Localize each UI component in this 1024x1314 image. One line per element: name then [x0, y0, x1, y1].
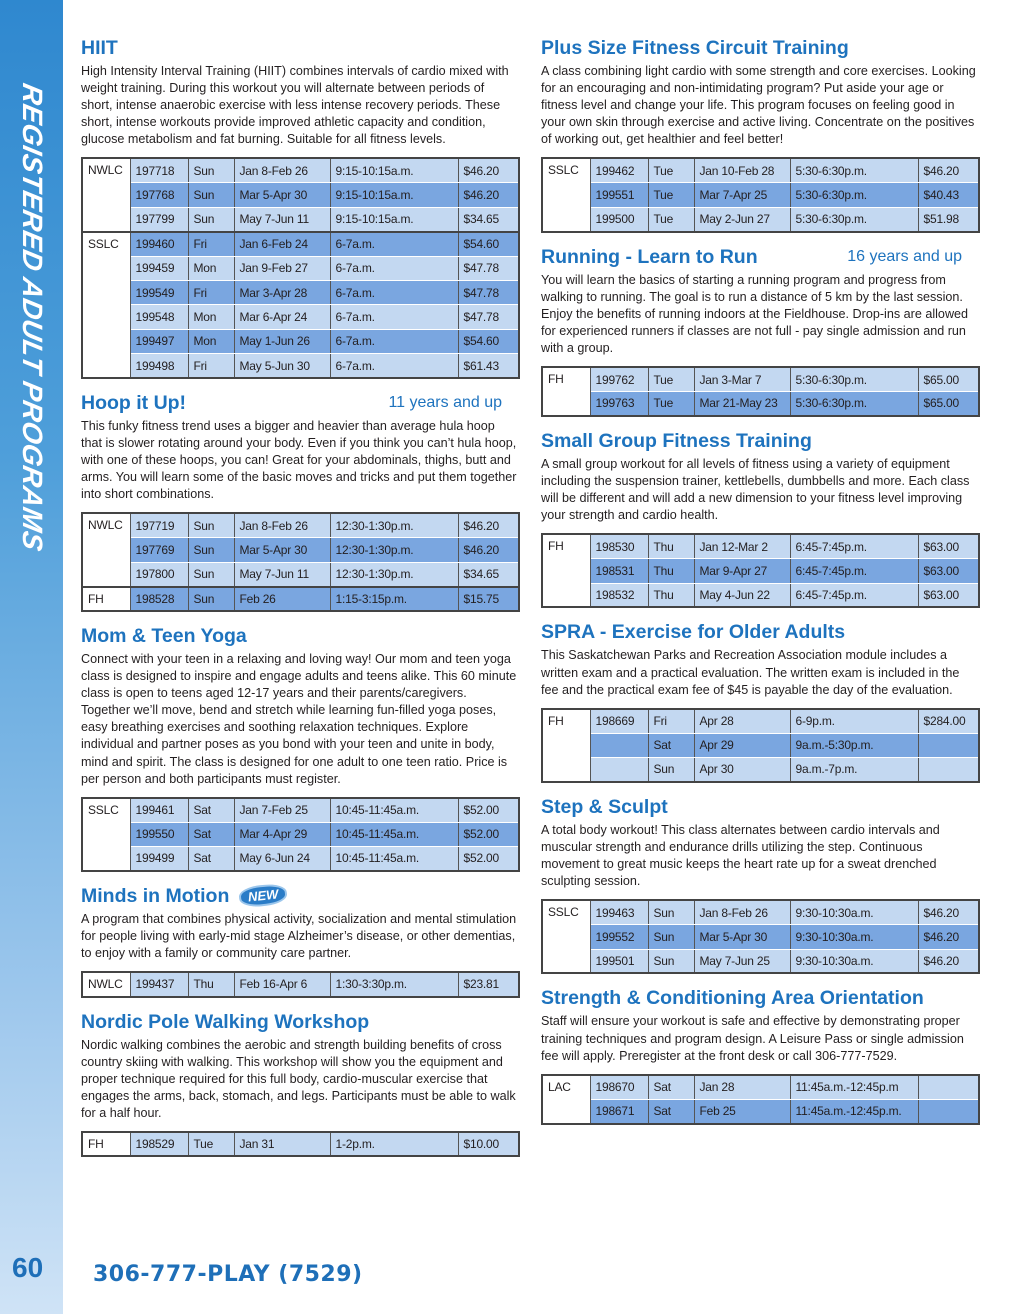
price-cell: $46.20 [458, 538, 519, 562]
section-description: Nordic walking combines the aerobic and strength building benefits of cross country skiing with walking. This workshop will show you the equipment and proper technique required for this full body, cardio-muscular exercise that engages the arms, back, stomach, and legs. Participants must be able to walk for a half hour. [81, 1037, 516, 1120]
day-cell: Tue [648, 183, 694, 207]
section-title-group [541, 429, 812, 453]
table-row [82, 1132, 519, 1156]
day-cell: Thu [648, 559, 694, 583]
section-header [541, 429, 978, 453]
course-code-cell: 198532 [590, 583, 648, 607]
table-row [542, 925, 979, 949]
time-cell: 9:15-10:15a.m. [330, 207, 458, 231]
day-cell: Sun [648, 758, 694, 782]
course-code-cell: 197719 [130, 513, 188, 537]
day-cell: Sun [648, 925, 694, 949]
time-cell: 1-2p.m. [330, 1132, 458, 1156]
time-cell: 6:45-7:45p.m. [790, 534, 918, 558]
time-cell: 6:45-7:45p.m. [790, 559, 918, 583]
section-title: Hoop it Up! [81, 391, 187, 414]
dates-cell: Jan 31 [234, 1132, 330, 1156]
table-row [82, 158, 519, 182]
day-cell: Sun [188, 207, 234, 231]
course-code-cell: 199550 [130, 822, 188, 846]
section-title-group [541, 795, 668, 819]
table-row [82, 232, 519, 256]
day-cell: Sat [188, 847, 234, 871]
price-cell: $63.00 [918, 534, 979, 558]
time-cell: 9:15-10:15a.m. [330, 183, 458, 207]
footer-phone: 306-777-PLAY (7529) [93, 1262, 363, 1287]
price-cell: $46.20 [458, 183, 519, 207]
dates-cell: Feb 26 [234, 587, 330, 611]
section-title-group [81, 1010, 369, 1034]
day-cell: Fri [188, 280, 234, 304]
section-title-group [81, 624, 247, 648]
sidebar-title-wrap [10, 80, 54, 555]
location-cell: FH [542, 367, 590, 416]
section-plus-size-fitness-circuit-training [541, 36, 978, 233]
section-header [541, 986, 978, 1010]
section-title: HIIT [81, 37, 118, 59]
schedule-table [81, 797, 520, 872]
section-header [81, 884, 518, 908]
day-cell: Tue [648, 367, 694, 391]
time-cell: 6-7a.m. [330, 280, 458, 304]
section-description: Connect with your teen in a relaxing and loving way! Our mom and teen yoga class is designed to inspire and engage adults and teens alike. This 60 minute class is open to teens aged 12-17 years and their parents/caregivers. Together we’ll move, bend and stretch while learning fun-filled yoga poses, easy breathing exercises and soothing relaxation techniques. Explore individual and partner poses as you bond with your teen and unite in body, mind and spirit. The class is designed for one adult to one teen ratio. Price is per person and both participants must register. [81, 652, 517, 786]
table-row [82, 822, 519, 846]
course-code-cell: 198528 [130, 587, 188, 611]
price-cell [918, 733, 979, 757]
location-cell: SSLC [82, 798, 130, 871]
time-cell: 6-7a.m. [330, 232, 458, 256]
table-row [82, 354, 519, 378]
time-cell: 11:45a.m.-12:45p.m. [790, 1099, 918, 1123]
time-cell: 5:30-6:30p.m. [790, 392, 918, 416]
dates-cell: Jan 8-Feb 26 [694, 900, 790, 924]
time-cell: 1:30-3:30p.m. [330, 972, 458, 996]
day-cell: Tue [188, 1132, 234, 1156]
dates-cell: Jan 8-Feb 26 [234, 158, 330, 182]
day-cell: Sat [188, 798, 234, 822]
dates-cell: Jan 6-Feb 24 [234, 232, 330, 256]
time-cell: 6-7a.m. [330, 305, 458, 329]
section-header [541, 36, 978, 60]
course-code-cell: 199552 [590, 925, 648, 949]
location-cell: NWLC [82, 972, 130, 996]
course-code-cell: 197768 [130, 183, 188, 207]
day-cell: Tue [648, 392, 694, 416]
course-code-cell: 199461 [130, 798, 188, 822]
course-code-cell: 198671 [590, 1099, 648, 1123]
section-minds-in-motion [81, 884, 518, 998]
price-cell: $61.43 [458, 354, 519, 378]
day-cell: Thu [648, 583, 694, 607]
sidebar-title: REGISTERED ADULT PROGRAMS [17, 80, 48, 555]
table-row [542, 158, 979, 182]
price-cell: $47.78 [458, 256, 519, 280]
dates-cell: Mar 5-Apr 30 [234, 538, 330, 562]
day-cell: Sat [648, 733, 694, 757]
dates-cell: Jan 10-Feb 28 [694, 158, 790, 182]
table-row [542, 758, 979, 782]
section-title: Plus Size Fitness Circuit Training [541, 37, 849, 59]
table-row [542, 900, 979, 924]
sidebar [0, 0, 63, 1314]
dates-cell: Mar 7-Apr 25 [694, 183, 790, 207]
price-cell: $46.20 [458, 513, 519, 537]
time-cell: 5:30-6:30p.m. [790, 367, 918, 391]
location-cell: FH [542, 709, 590, 782]
dates-cell: May 7-Jun 11 [234, 207, 330, 231]
section-spra-exercise-for-older-adults [541, 620, 978, 782]
price-cell: $52.00 [458, 822, 519, 846]
section-description: A program that combines physical activity, socialization and mental stimulation for people living with early-mid stage Alzheimer’s disease, or other dementias, to enjoy with a family or community care partner. [81, 911, 517, 961]
section-title-group [541, 245, 758, 269]
dates-cell: Feb 25 [694, 1099, 790, 1123]
time-cell: 9a.m.-7p.m. [790, 758, 918, 782]
course-code-cell: 197800 [130, 562, 188, 586]
section-small-group-fitness-training [541, 429, 978, 609]
dates-cell: Mar 9-Apr 27 [694, 559, 790, 583]
course-code-cell: 199548 [130, 305, 188, 329]
course-code-cell: 199763 [590, 392, 648, 416]
price-cell: $65.00 [918, 392, 979, 416]
dates-cell: May 7-Jun 11 [234, 562, 330, 586]
dates-cell: Apr 30 [694, 758, 790, 782]
course-code-cell [590, 758, 648, 782]
time-cell: 6-7a.m. [330, 256, 458, 280]
location-cell: SSLC [82, 232, 130, 378]
course-code-cell: 199501 [590, 949, 648, 973]
dates-cell: Mar 3-Apr 28 [234, 280, 330, 304]
dates-cell: Jan 12-Mar 2 [694, 534, 790, 558]
section-description: This funky fitness trend uses a bigger and heavier than average hula hoop that is slower rotating around your body. Even if you think you can’t hula hoop, with one of these hoops, you can! Great for your abdominals, thighs, butt and arms. You will learn some of the basic moves and tricks and put them together into short combinations. [81, 418, 517, 502]
day-cell: Sat [648, 1099, 694, 1123]
dates-cell: May 7-Jun 25 [694, 949, 790, 973]
day-cell: Sun [188, 158, 234, 182]
day-cell: Fri [188, 354, 234, 378]
time-cell: 12:30-1:30p.m. [330, 562, 458, 586]
course-code-cell: 199500 [590, 207, 648, 231]
table-row [542, 534, 979, 558]
dates-cell: May 5-Jun 30 [234, 354, 330, 378]
dates-cell: May 2-Jun 27 [694, 207, 790, 231]
section-title-group [81, 884, 288, 908]
course-code-cell: 199497 [130, 329, 188, 353]
section-title-group [541, 620, 845, 644]
course-code-cell: 199462 [590, 158, 648, 182]
course-code-cell: 199498 [130, 354, 188, 378]
dates-cell: May 4-Jun 22 [694, 583, 790, 607]
location-cell: FH [82, 1132, 130, 1156]
schedule-table [81, 1131, 520, 1157]
day-cell: Tue [648, 207, 694, 231]
time-cell: 9:30-10:30a.m. [790, 949, 918, 973]
price-cell: $63.00 [918, 559, 979, 583]
day-cell: Sun [188, 587, 234, 611]
section-mom-teen-yoga [81, 624, 518, 872]
section-description: Staff will ensure your workout is safe and effective by demonstrating proper training techniques and program design. A Leisure Pass or single admission fee will apply. Preregister at the front desk or call 306-777-7529. [541, 1014, 964, 1063]
course-code-cell: 199437 [130, 972, 188, 996]
schedule-table [541, 533, 980, 608]
location-cell: LAC [542, 1075, 590, 1124]
table-row [82, 183, 519, 207]
time-cell: 9:15-10:15a.m. [330, 158, 458, 182]
price-cell: $10.00 [458, 1132, 519, 1156]
day-cell: Fri [188, 232, 234, 256]
dates-cell: May 1-Jun 26 [234, 329, 330, 353]
price-cell: $46.20 [918, 900, 979, 924]
price-cell: $46.20 [458, 158, 519, 182]
table-row [542, 1075, 979, 1099]
table-row [542, 183, 979, 207]
dates-cell: Jan 8-Feb 26 [234, 513, 330, 537]
course-code-cell: 198531 [590, 559, 648, 583]
section-description: This Saskatchewan Parks and Recreation Association module includes a written exam and a practical evaluation. The written exam is included in the fee and the practical exam fee of $45 is payable the day of the evaluation. [541, 648, 960, 697]
course-code-cell: 199762 [590, 367, 648, 391]
time-cell: 6-7a.m. [330, 329, 458, 353]
table-row [82, 587, 519, 611]
price-cell: $52.00 [458, 847, 519, 871]
time-cell: 12:30-1:30p.m. [330, 513, 458, 537]
course-code-cell: 198670 [590, 1075, 648, 1099]
right-column [541, 36, 978, 1137]
price-cell [918, 1075, 979, 1099]
section-title-group [541, 986, 924, 1010]
day-cell: Mon [188, 329, 234, 353]
table-row [82, 972, 519, 996]
dates-cell: Apr 28 [694, 709, 790, 733]
price-cell: $46.20 [918, 158, 979, 182]
section-header [541, 620, 978, 644]
day-cell: Sun [188, 513, 234, 537]
course-code-cell [590, 733, 648, 757]
schedule-table [541, 899, 980, 974]
section-title: Minds in Motion [81, 884, 230, 907]
section-title-group [541, 36, 849, 60]
section-title: Strength & Conditioning Area Orientation [541, 987, 924, 1010]
day-cell: Mon [188, 305, 234, 329]
section-step-sculpt [541, 795, 978, 975]
section-description: High Intensity Interval Training (HIIT) combines intervals of cardio mixed with weight training. During this workout you will alternate between periods of short, intense anaerobic exercise with less intense recovery periods. These short, intense workouts provide improved athletic capacity and condition, glucose metabolism and fat burning. Suitable for all fitness levels. [81, 64, 509, 147]
schedule-table [541, 1074, 980, 1125]
table-row [82, 305, 519, 329]
day-cell: Thu [648, 534, 694, 558]
table-row [82, 329, 519, 353]
table-row [542, 949, 979, 973]
table-row [542, 367, 979, 391]
time-cell: 9:30-10:30a.m. [790, 925, 918, 949]
price-cell: $15.75 [458, 587, 519, 611]
course-code-cell: 198529 [130, 1132, 188, 1156]
section-description: A class combining light cardio with some strength and core exercises. Looking for an encouraging and non-intimidating program? Put aside your age or fitness level and change your life. This program focuses on feeling good in your own skin through exercise and active living. Concentrate on the positives of working out, get healthier and feel better! [541, 64, 976, 147]
section-description: You will learn the basics of starting a running program and progress from walking to running. The goal is to run a distance of 5 km by the last session. Enjoy the benefits of running indoors at the Fieldhouse. Drop-ins are allowed for experienced runners if classes are not full - pay single admission and run with a group. [541, 272, 969, 356]
table-row [542, 559, 979, 583]
time-cell: 9a.m.-5:30p.m. [790, 733, 918, 757]
day-cell: Sat [648, 1075, 694, 1099]
time-cell: 5:30-6:30p.m. [790, 207, 918, 231]
price-cell: $46.20 [918, 949, 979, 973]
section-title: Mom & Teen Yoga [81, 625, 247, 648]
price-cell [918, 758, 979, 782]
time-cell: 1:15-3:15p.m. [330, 587, 458, 611]
time-cell: 5:30-6:30p.m. [790, 158, 918, 182]
section-title: SPRA - Exercise for Older Adults [541, 621, 846, 644]
table-row [82, 280, 519, 304]
section-nordic-pole-walking-workshop [81, 1010, 518, 1158]
dates-cell: Jan 28 [694, 1075, 790, 1099]
dates-cell: Jan 3-Mar 7 [694, 367, 790, 391]
schedule-table [81, 157, 520, 379]
section-header [81, 391, 518, 415]
page-number: 60 [12, 1252, 44, 1283]
location-cell: NWLC [82, 513, 130, 586]
section-header [541, 795, 978, 819]
table-row [82, 513, 519, 537]
section-hoop-it-up [81, 391, 518, 612]
price-cell: $47.78 [458, 305, 519, 329]
schedule-table [81, 512, 520, 612]
price-cell: $54.60 [458, 232, 519, 256]
location-cell: NWLC [82, 158, 130, 231]
section-title: Running - Learn to Run [541, 245, 758, 268]
schedule-table [541, 157, 980, 232]
section-running-learn-to-run [541, 245, 978, 417]
section-title: Nordic Pole Walking Workshop [81, 1010, 370, 1033]
section-title: Step & Sculpt [541, 795, 668, 818]
price-cell: $65.00 [918, 367, 979, 391]
price-cell: $46.20 [918, 925, 979, 949]
section-header [81, 1010, 518, 1034]
day-cell: Sun [648, 900, 694, 924]
price-cell: $47.78 [458, 280, 519, 304]
dates-cell: Jan 9-Feb 27 [234, 256, 330, 280]
price-cell: $34.65 [458, 207, 519, 231]
section-title-group [81, 36, 118, 60]
price-cell: $34.65 [458, 562, 519, 586]
dates-cell: Mar 6-Apr 24 [234, 305, 330, 329]
time-cell: 10:45-11:45a.m. [330, 822, 458, 846]
section-strength-conditioning-area-orientation [541, 986, 978, 1124]
section-description: A total body workout! This class alternates between cardio intervals and muscular strength and endurance drills utilizing the step. Continuous movement to great music keeps the heart rate up for a sweat drenched sculpting session. [541, 822, 940, 889]
time-cell: 12:30-1:30p.m. [330, 538, 458, 562]
course-code-cell: 199551 [590, 183, 648, 207]
table-row [82, 562, 519, 586]
location-cell: FH [542, 534, 590, 607]
dates-cell: May 6-Jun 24 [234, 847, 330, 871]
time-cell: 9:30-10:30a.m. [790, 900, 918, 924]
table-row [542, 733, 979, 757]
dates-cell: Jan 7-Feb 25 [234, 798, 330, 822]
course-code-cell: 199549 [130, 280, 188, 304]
course-code-cell: 199460 [130, 232, 188, 256]
section-hiit [81, 36, 518, 379]
age-requirement: 16 years and up [847, 247, 962, 265]
table-row [542, 583, 979, 607]
course-code-cell: 199499 [130, 847, 188, 871]
schedule-table [81, 971, 520, 997]
price-cell: $23.81 [458, 972, 519, 996]
course-code-cell: 197769 [130, 538, 188, 562]
location-cell: SSLC [542, 158, 590, 231]
time-cell: 5:30-6:30p.m. [790, 183, 918, 207]
price-cell: $63.00 [918, 583, 979, 607]
time-cell: 6-9p.m. [790, 709, 918, 733]
dates-cell: Feb 16-Apr 6 [234, 972, 330, 996]
price-cell: $40.43 [918, 183, 979, 207]
table-row [542, 392, 979, 416]
course-code-cell: 199459 [130, 256, 188, 280]
dates-cell: Apr 29 [694, 733, 790, 757]
table-row [542, 1099, 979, 1123]
table-row [542, 709, 979, 733]
day-cell: Tue [648, 158, 694, 182]
day-cell: Sat [188, 822, 234, 846]
section-description: A small group workout for all levels of fitness using a variety of equipment including the suspension trainer, kettlebells, dumbbells and more. Each class will be different and will add a new dimension to your fitness level improving your strength and cardio health. [541, 456, 970, 523]
table-row [82, 256, 519, 280]
section-header [81, 624, 518, 648]
schedule-table [541, 366, 980, 417]
day-cell: Sun [188, 183, 234, 207]
table-row [82, 847, 519, 871]
dates-cell: Mar 5-Apr 30 [694, 925, 790, 949]
dates-cell: Mar 4-Apr 29 [234, 822, 330, 846]
time-cell: 11:45a.m.-12:45p.m [790, 1075, 918, 1099]
day-cell: Sun [648, 949, 694, 973]
price-cell: $52.00 [458, 798, 519, 822]
day-cell: Sun [188, 538, 234, 562]
course-code-cell: 197718 [130, 158, 188, 182]
day-cell: Sun [188, 562, 234, 586]
course-code-cell: 197799 [130, 207, 188, 231]
table-row [542, 207, 979, 231]
day-cell: Thu [188, 972, 234, 996]
new-badge: NEW [238, 883, 288, 909]
section-header [541, 245, 978, 269]
time-cell: 10:45-11:45a.m. [330, 798, 458, 822]
price-cell: $51.98 [918, 207, 979, 231]
time-cell: 6:45-7:45p.m. [790, 583, 918, 607]
location-cell: SSLC [542, 900, 590, 973]
dates-cell: Mar 21-May 23 [694, 392, 790, 416]
section-header [81, 36, 518, 60]
course-code-cell: 199463 [590, 900, 648, 924]
table-row [82, 207, 519, 231]
table-row [82, 538, 519, 562]
price-cell: $284.00 [918, 709, 979, 733]
time-cell: 6-7a.m. [330, 354, 458, 378]
course-code-cell: 198530 [590, 534, 648, 558]
age-requirement: 11 years and up [388, 393, 502, 411]
day-cell: Mon [188, 256, 234, 280]
day-cell: Fri [648, 709, 694, 733]
dates-cell: Mar 5-Apr 30 [234, 183, 330, 207]
price-cell [918, 1099, 979, 1123]
left-column [81, 36, 518, 1169]
section-title-group [81, 391, 186, 415]
course-code-cell: 198669 [590, 709, 648, 733]
section-title: Small Group Fitness Training [541, 429, 812, 452]
price-cell: $54.60 [458, 329, 519, 353]
location-cell: FH [82, 587, 130, 611]
table-row [82, 798, 519, 822]
schedule-table [541, 708, 980, 783]
time-cell: 10:45-11:45a.m. [330, 847, 458, 871]
